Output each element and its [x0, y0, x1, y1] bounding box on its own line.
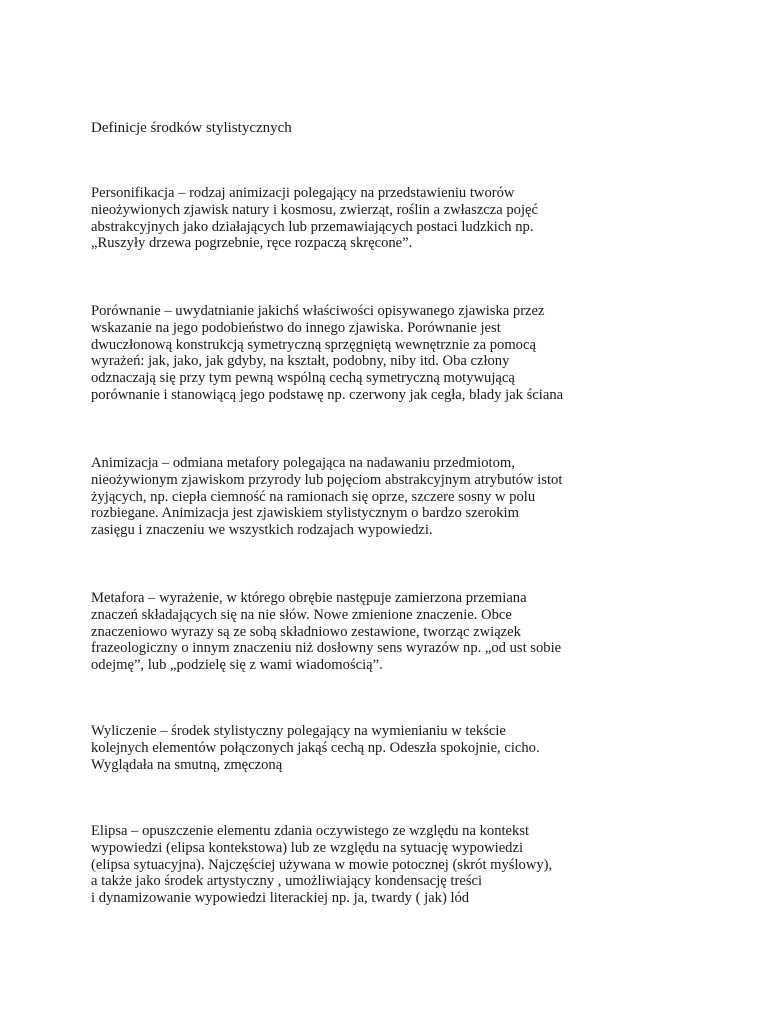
text-line: abstrakcyjnych jako działających lub przemawiających postaci ludzkich np.	[91, 218, 534, 235]
text-line: Personifikacja – rodzaj animizacji polegający na przedstawieniu tworów	[91, 185, 515, 201]
text-line: frazeologiczny o innym znaczeniu niż dosłowny sens wyrazów np. „od ust sobie	[91, 640, 562, 657]
text-line: (elipsa sytuacyjna). Najczęściej używana w mowie potocznej (skrót myślowy),	[91, 856, 553, 873]
text-line: zasięgu i znaczeniu we wszystkich rodzajach wypowiedzi.	[91, 522, 433, 539]
text-line: wskazanie na jego podobieństwo do innego zjawiska. Porównanie jest	[91, 319, 501, 336]
text-line: Wyliczenie – środek stylistyczny polegający na wymienianiu w tekście	[91, 723, 506, 739]
text-line: dwuczłonową konstrukcją symetryczną sprzęgniętą wewnętrznie za pomocą	[91, 336, 536, 353]
text-line: nieożywionych zjawisk natury i kosmosu, zwierząt, roślin a zwłaszcza pojęć	[91, 201, 538, 218]
paragraph-personifikacja	[91, 185, 651, 252]
text-line: Porównanie – uwydatnianie jakichś właściwości opisywanego zjawiska przez	[91, 303, 545, 319]
text-line: a także jako środek artystyczny , umożliwiający kondensację treści	[91, 873, 483, 890]
text-line: „Ruszyły drzewa pogrzebnie, ręce rozpaczą skręcone”.	[91, 235, 413, 252]
paragraph-animizacja	[91, 455, 651, 539]
text-line: kolejnych elementów połączonych jakąś cechą np. Odeszła spokojnie, cicho.	[91, 739, 540, 756]
text-line: porównanie i stanowiącą jego podstawę np. czerwony jak cegła, blady jak ściana	[91, 386, 564, 403]
document-title: Definicje środków stylistycznych	[91, 120, 292, 136]
paragraph-elipsa	[91, 823, 651, 907]
paragraph-porownanie	[91, 303, 651, 404]
text-line: znaczeń składających się na nie słów. Nowe zmienione znaczenie. Obce	[91, 606, 512, 623]
paragraph-wyliczenie	[91, 723, 651, 773]
text-line: Animizacja – odmiana metafory polegająca na nadawaniu przedmiotom,	[91, 455, 515, 471]
text-line: wypowiedzi (elipsa kontekstowa) lub ze względu na sytuację wypowiedzi	[91, 839, 524, 856]
text-line: Elipsa – opuszczenie elementu zdania oczywistego ze względu na kontekst	[91, 823, 530, 839]
text-line: Wyglądała na smutną, zmęczoną	[91, 756, 283, 773]
text-line: odejmę”, lub „podzielę się z wami wiadomością”.	[91, 657, 383, 674]
paragraph-metafora	[91, 590, 651, 674]
text-line: znaczeniowo wyrazy są ze sobą składniowo zestawione, tworząc związek	[91, 623, 521, 640]
text-line: rozbiegane. Animizacja jest zjawiskiem stylistycznym o bardzo szerokim	[91, 505, 519, 522]
text-line: Metafora – wyrażenie, w którego obrębie następuje zamierzona przemiana	[91, 590, 527, 606]
text-line: wyrażeń: jak, jako, jak gdyby, na kształt, podobny, niby itd. Oba człony	[91, 353, 510, 370]
text-line: żyjących, np. ciepła ciemność na ramionach się oprze, szczere sosny w polu	[91, 488, 536, 505]
text-line: nieożywionym zjawiskom przyrody lub pojęciom abstrakcyjnym atrybutów istot	[91, 471, 563, 488]
text-line: i dynamizowanie wypowiedzi literackiej np. ja, twardy ( jak) lód	[91, 890, 470, 907]
text-line: odznaczają się przy tym pewną wspólną cechą symetryczną motywującą	[91, 370, 515, 387]
